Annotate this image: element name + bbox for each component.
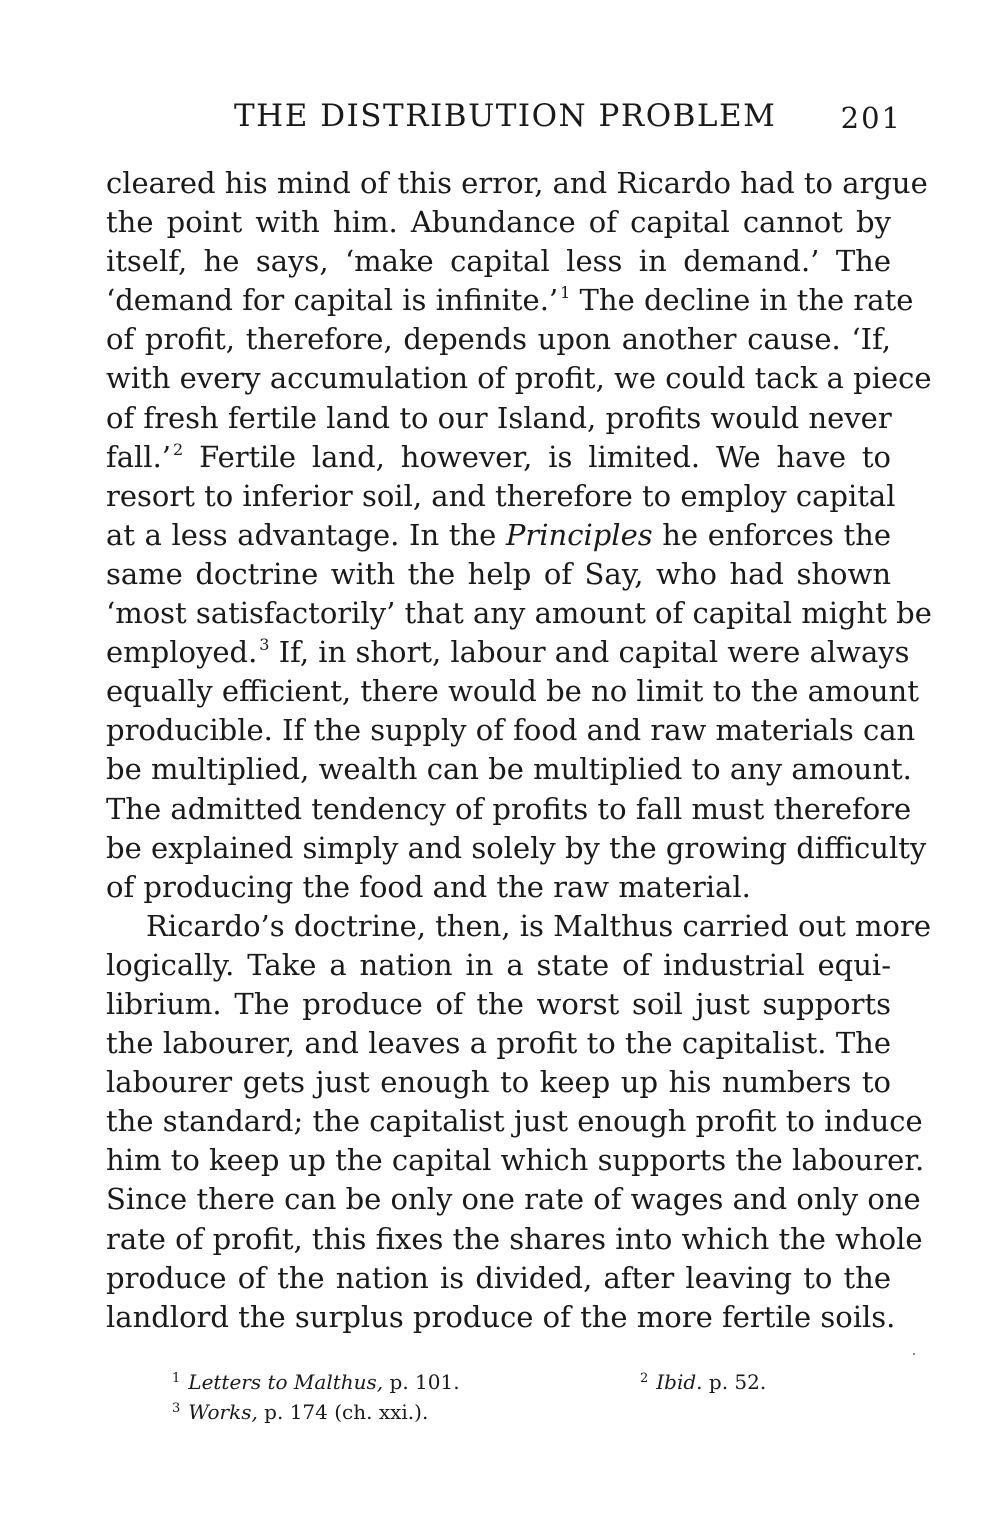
text-line: rate of profit, this fixes the shares into which the whole [106, 1221, 923, 1256]
footnote-title: Works, [188, 1400, 258, 1424]
text-line: Since there can be only one rate of wages and only one [106, 1182, 921, 1217]
scan-speck [913, 1353, 915, 1355]
text-line: equally efficient, there would be no limit to the amount [106, 674, 919, 709]
footnote-ref-1: 1 [560, 283, 571, 303]
footnote-1 [170, 1370, 460, 1394]
book-title-principles: Principles [505, 517, 653, 552]
text-line [106, 633, 910, 672]
text-segment: Fertile land, however, is limited. We have to [183, 439, 891, 474]
text-line: the standard; the capitalist just enough profit to induce [106, 1104, 923, 1139]
footnote-marker: 2 [640, 1371, 649, 1386]
text-line: Ricardo’s doctrine, then, is Malthus carried out more [146, 908, 931, 943]
footnote-3 [170, 1400, 428, 1424]
text-line: be explained simply and solely by the growing difficulty [106, 830, 927, 865]
quote-segment: ‘demand for capital is infinite.’ [106, 283, 559, 318]
text-line: the point with him. Abundance of capital cannot by [106, 205, 891, 240]
footnote-title: Ibid. [656, 1370, 703, 1394]
text-line: ‘most satisfactorily’ that any amount of capital might be [106, 596, 932, 631]
footnote-2 [638, 1370, 766, 1394]
text-line: producible. If the supply of food and raw materials can [106, 713, 916, 748]
footnote-text: p. 52. [702, 1370, 767, 1394]
text-segment: If, in short, labour and capital were always [269, 635, 910, 670]
text-segment: employed. [106, 635, 258, 670]
text-line: librium. The produce of the worst soil just supports [106, 986, 891, 1021]
text-line: landlord the surplus produce of the more fertile soils. [106, 1299, 896, 1334]
paragraph-2 [106, 907, 931, 1337]
text-segment: The decline in the rate [570, 283, 914, 318]
text-line: produce of the nation is divided, after leaving to the [106, 1260, 891, 1295]
text-line: of fresh fertile land to our Island, profits would never [106, 400, 892, 435]
text-line: with every accumulation of profit, we could tack a piece [106, 361, 932, 396]
text-line: labourer gets just enough to keep up his numbers to [106, 1065, 891, 1100]
text-segment: at a less advantage. In the [106, 517, 506, 552]
page-header [106, 98, 902, 142]
text-line: itself, he says, ‘make capital less in demand.’ The [106, 244, 891, 279]
text-line [106, 516, 891, 555]
footnote-marker: 3 [172, 1401, 181, 1416]
text-line: logically. Take a nation in a state of industrial equi- [106, 947, 891, 982]
text-line: cleared his mind of this error, and Ricardo had to argue [106, 166, 928, 200]
text-segment: he enforces the [652, 517, 892, 552]
footnote-title: Letters to Malthus, [188, 1370, 384, 1394]
running-title: THE DISTRIBUTION PROBLEM [234, 98, 777, 134]
quote-segment: fall.’ [106, 439, 172, 474]
footnote-text: p. 101. [383, 1370, 460, 1394]
text-line: same doctrine with the help of Say, who had shown [106, 556, 891, 591]
text-line: him to keep up the capital which supports the labourer. [106, 1143, 925, 1178]
body-text [106, 164, 932, 1337]
text-line: The admitted tendency of profits to fall must therefore [106, 791, 912, 826]
text-line [106, 281, 914, 320]
footnote-text: p. 174 (ch. xxi.). [257, 1400, 429, 1424]
footnote-marker: 1 [172, 1371, 181, 1386]
footnote-ref-2: 2 [173, 439, 184, 459]
paragraph-1 [106, 164, 932, 907]
footnote-ref-3: 3 [259, 635, 270, 655]
text-line: of producing the food and the raw material. [106, 869, 751, 904]
text-line [106, 438, 891, 477]
text-line: resort to inferior soil, and therefore to employ capital [106, 478, 896, 513]
page-number: 201 [840, 101, 902, 135]
text-line: be multiplied, wealth can be multiplied to any amount. [106, 752, 912, 787]
text-line: of profit, therefore, depends upon another cause. ‘If, [106, 322, 891, 357]
text-line: the labourer, and leaves a profit to the capitalist. The [106, 1026, 891, 1061]
